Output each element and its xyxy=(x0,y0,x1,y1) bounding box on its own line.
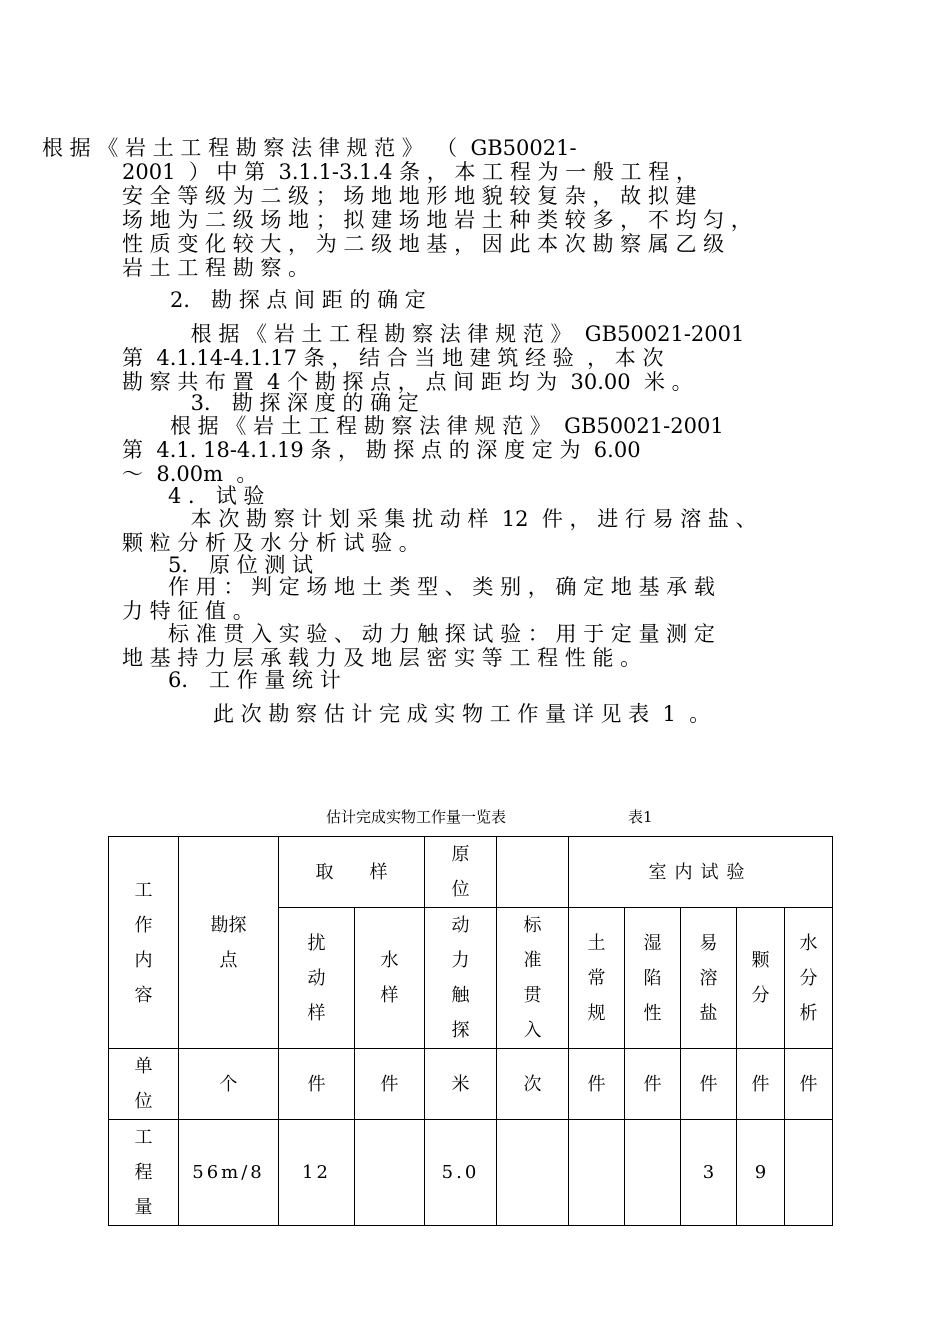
section-heading: 6． 工 作 量 统 计 xyxy=(126,668,341,692)
table-cell xyxy=(625,1120,681,1226)
row-label-quantity: 工程量 xyxy=(109,1120,179,1226)
paragraph-line: 作 用 ： 判 定 场 地 土 类 型 、 类 别 ， 确 定 地 基 承 载 xyxy=(126,575,715,599)
paragraph-line: 地 基 持 力 层 承 载 力 及 地 层 密 实 等 工 程 性 能 。 xyxy=(122,646,642,670)
table-cell: 件 xyxy=(785,1049,833,1120)
table-cell: 件 xyxy=(625,1049,681,1120)
table-cell: 3 xyxy=(681,1120,737,1226)
paragraph-line: 本 次 勘 察 计 划 采 集 扰 动 样 12 件 ， 进 行 易 溶 盐 、 xyxy=(142,507,757,531)
paragraph-line: 力 特 征 值 。 xyxy=(122,599,254,623)
paragraph-line: 此 次 勘 察 估 计 完 成 实 物 工 作 量 详 见 表 1 。 xyxy=(150,702,711,726)
section-heading: 3． 勘 探 深 度 的 确 定 xyxy=(142,391,419,415)
header-soil-routine: 土常规 xyxy=(569,908,625,1049)
header-lab-tests: 室内试验 xyxy=(569,837,833,908)
table-cell: 5.0 xyxy=(425,1120,497,1226)
paragraph-line: 安 全 等 级 为 二 级 ； 场 地 地 形 地 貌 较 复 杂 ， 故 拟 建 xyxy=(122,184,697,208)
table-row xyxy=(109,1120,833,1226)
header-dynamic-penetration: 动力触探 xyxy=(425,908,497,1049)
paragraph-line: 第 4.1.14-4.1.17 条 ， 结 合 当 地 建 筑 经 验 ， 本 次 xyxy=(122,346,664,370)
table-cell xyxy=(569,1120,625,1226)
paragraph-line: 颗 粒 分 析 及 水 分 析 试 验 。 xyxy=(122,531,420,555)
section-heading: 2． 勘 探 点 间 距 的 确 定 xyxy=(128,288,426,312)
paragraph-line: 根 据 《 岩 土 工 程 勘 察 法 律 规 范 》 （ GB50021- xyxy=(0,136,577,160)
paragraph-line: 场 地 为 二 级 场 地 ； 拟 建 场 地 岩 土 种 类 较 多 ， 不 均 匀 ， xyxy=(122,208,752,232)
table-cell: 米 xyxy=(425,1049,497,1120)
table-row xyxy=(109,1049,833,1120)
header-water-analysis: 水分析 xyxy=(785,908,833,1049)
section-heading: 5． 原 位 测 试 xyxy=(126,553,314,577)
paragraph-line: 2001 ） 中 第 3.1.1-3.1.4 条 ， 本 工 程 为 一 般 工 程 ， xyxy=(122,160,697,184)
table-cell xyxy=(355,1120,425,1226)
table-cell: 9 xyxy=(737,1120,785,1226)
table-cell: 56m/8 xyxy=(179,1120,279,1226)
section-heading: 4 ． 试 验 xyxy=(126,484,265,508)
header-disturbed-sample: 扰动样 xyxy=(279,908,355,1049)
header-work-content: 工作内容 xyxy=(109,837,179,1049)
table-number: 表1 xyxy=(628,808,653,826)
paragraph-line: 勘 察 共 布 置 4 个 勘 探 点 ， 点 间 距 均 为 30.00 米 。 xyxy=(122,370,693,394)
table-cell: 件 xyxy=(737,1049,785,1120)
header-in-situ: 原位 xyxy=(425,837,497,908)
header-collapsibility: 湿陷性 xyxy=(625,908,681,1049)
paragraph-line: 岩 土 工 程 勘 察 。 xyxy=(122,256,310,280)
paragraph-line: 第 4.1. 18-4.1.19 条 ， 勘 探 点 的 深 度 定 为 6.00 xyxy=(122,438,641,462)
header-water-sample: 水样 xyxy=(355,908,425,1049)
paragraph-line: 根 据 《 岩 土 工 程 勘 察 法 律 规 范 》 GB50021-2001 xyxy=(128,414,724,438)
workload-table xyxy=(108,836,833,1226)
header-grain-size: 颗分 xyxy=(737,908,785,1049)
table-cell xyxy=(785,1120,833,1226)
paragraph-line: 根 据 《 岩 土 工 程 勘 察 法 律 规 范 》 GB50021-2001 xyxy=(142,322,745,346)
row-label-unit: 单位 xyxy=(109,1049,179,1120)
table-caption: 估计完成实物工作量一览表 xyxy=(326,808,507,826)
table-cell: 12 xyxy=(279,1120,355,1226)
paragraph-line: ～ 8.00m 。 xyxy=(122,462,258,486)
table-cell: 次 xyxy=(497,1049,569,1120)
header-exploration-point: 勘探点 xyxy=(179,837,279,1049)
table-cell: 件 xyxy=(681,1049,737,1120)
table-cell: 件 xyxy=(569,1049,625,1120)
header-soluble-salt: 易溶盐 xyxy=(681,908,737,1049)
paragraph-line: 标 准 贯 入 实 验 、 动 力 触 探 试 验 ： 用 于 定 量 测 定 xyxy=(126,622,715,646)
table-cell xyxy=(497,1120,569,1226)
header-sampling: 取 样 xyxy=(279,837,425,908)
table-cell: 件 xyxy=(279,1049,355,1120)
table-cell: 个 xyxy=(179,1049,279,1120)
paragraph-line: 性 质 变 化 较 大 ， 为 二 级 地 基 ， 因 此 本 次 勘 察 属 乙 级 xyxy=(122,232,725,256)
header-spt: 标准贯入 xyxy=(497,908,569,1049)
table-cell: 件 xyxy=(355,1049,425,1120)
